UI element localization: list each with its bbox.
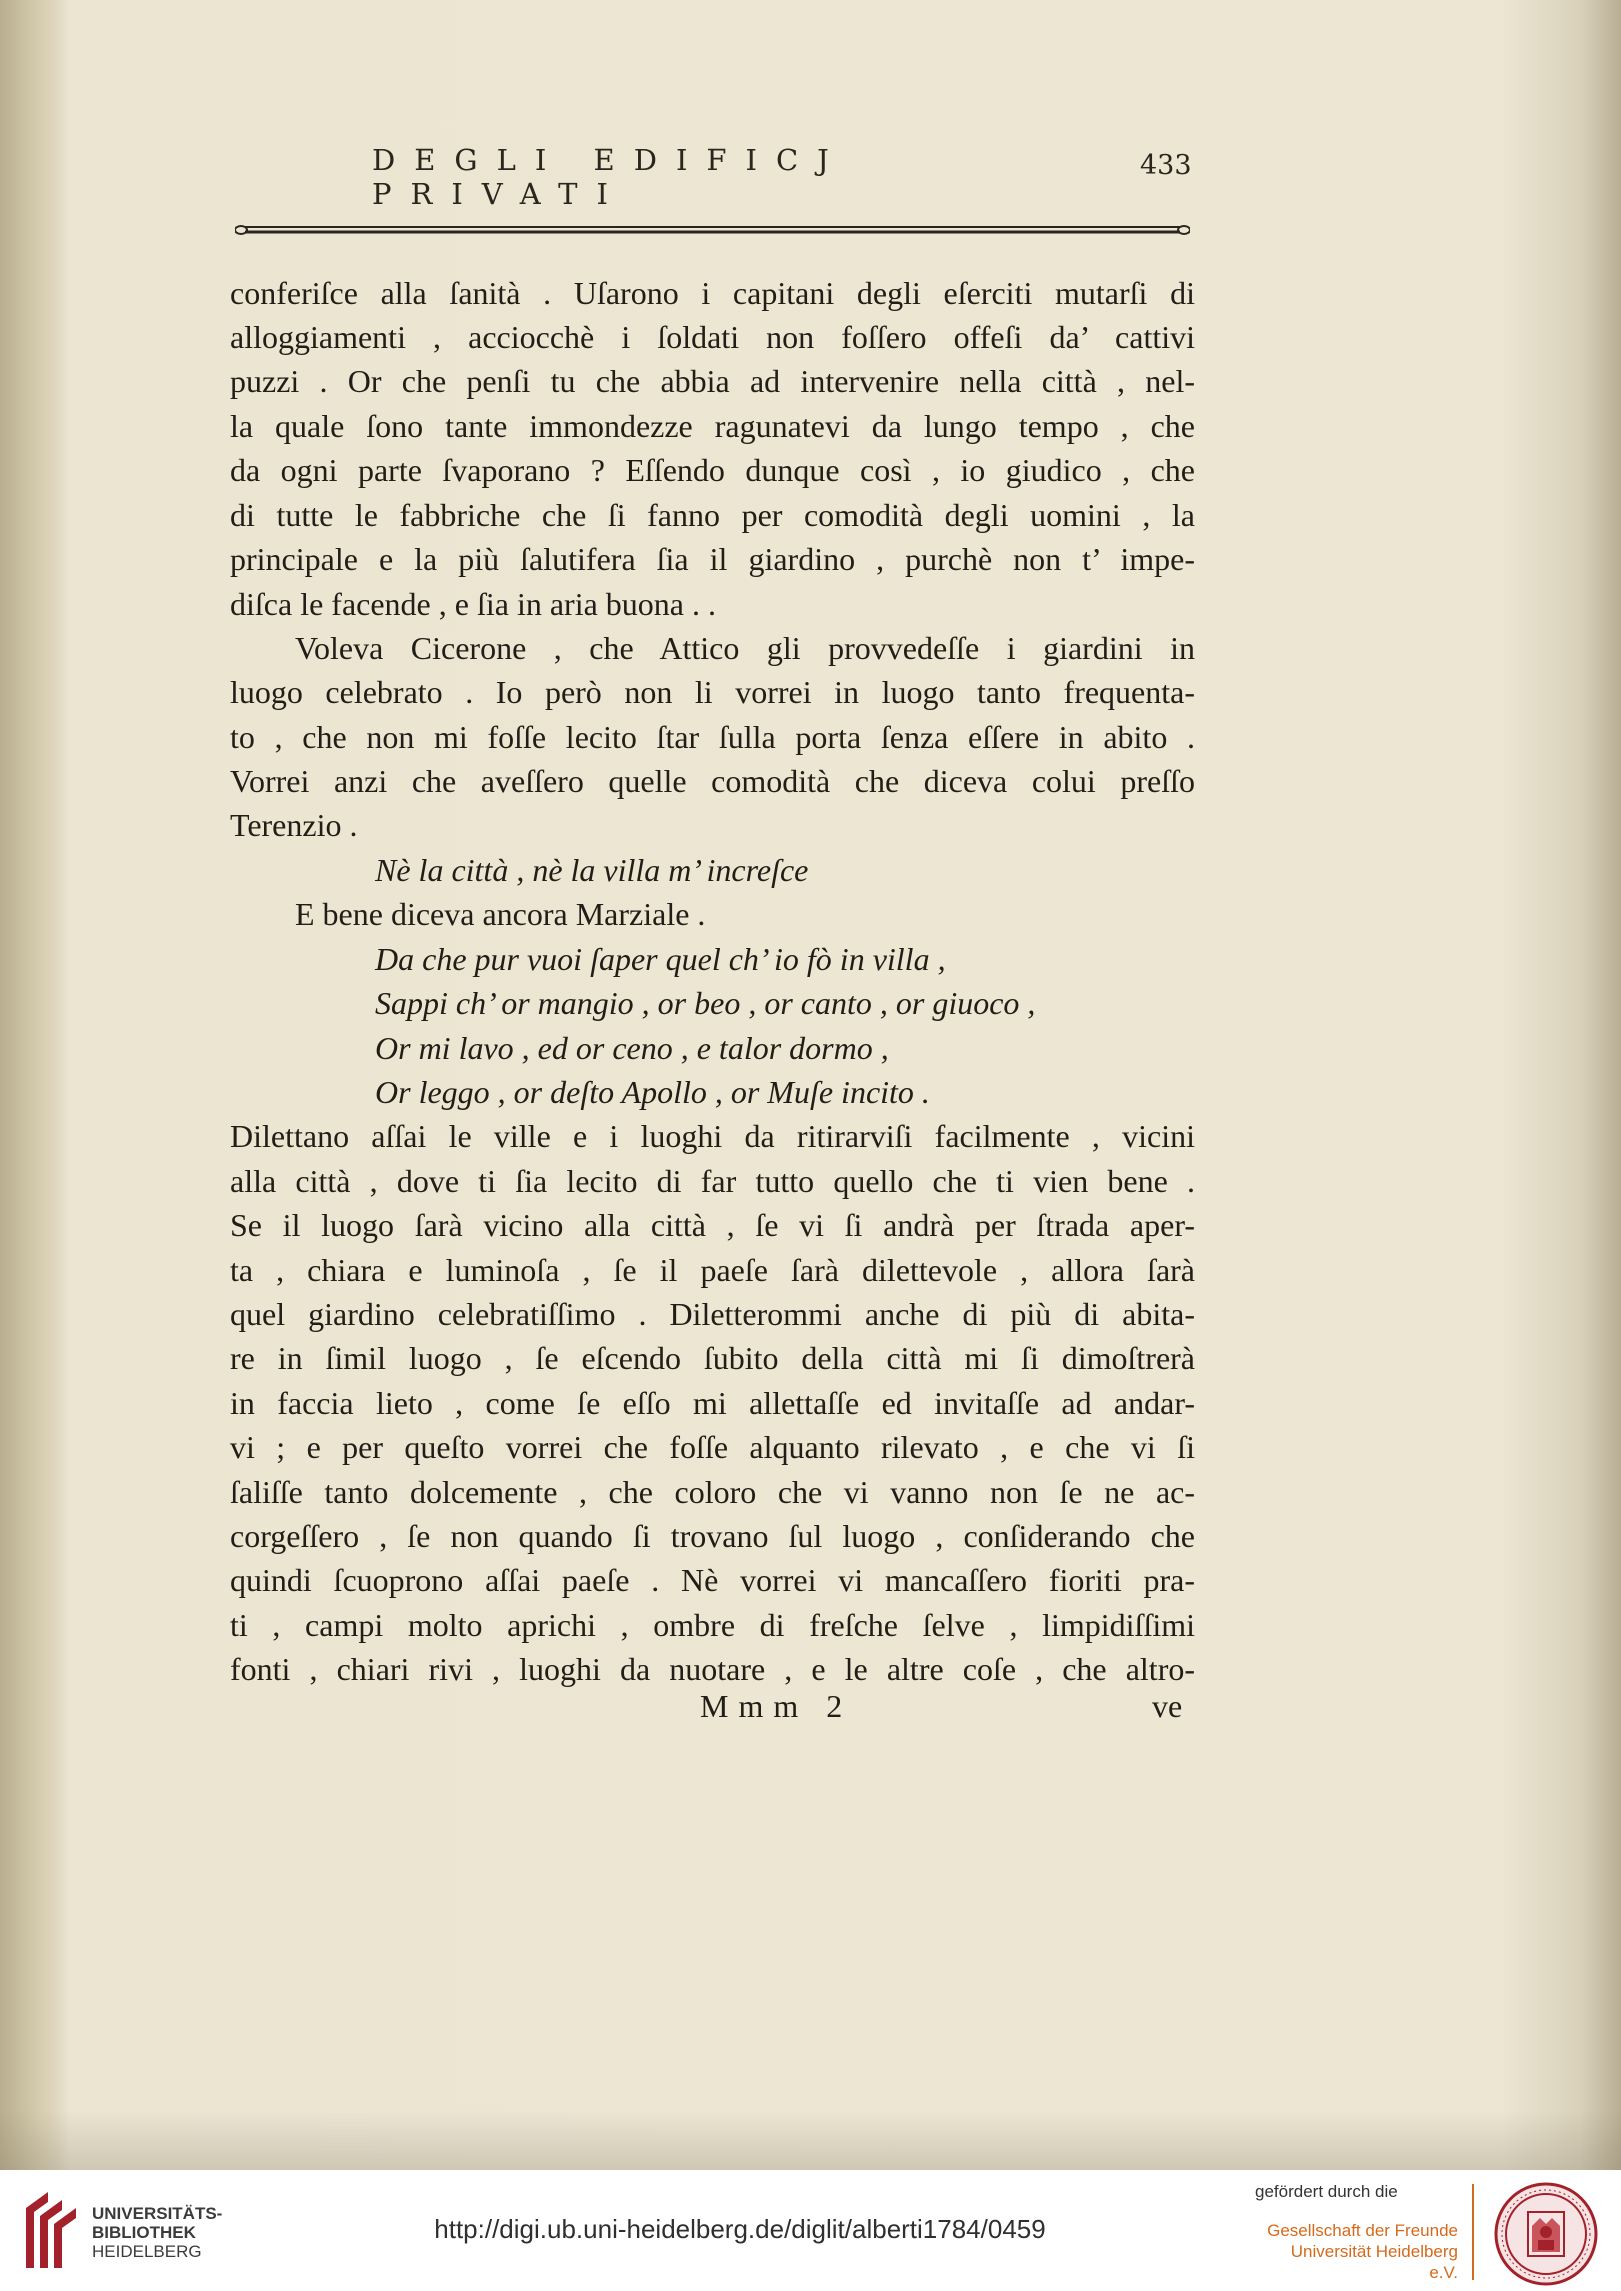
- text-line: alloggiamenti , acciocchè i ſoldati non foſſero offeſi da’ cattivi: [230, 319, 1195, 355]
- text-line: re in ſimil luogo , ſe eſcendo ſubito della città mi ſi dimoſtrerà: [230, 1340, 1195, 1376]
- text-line: puzzi . Or che penſi tu che abbia ad intervenire nella città , nel-: [230, 363, 1195, 399]
- text-line: ti , campi molto aprichi , ombre di freſche ſelve , limpidiſſimi: [230, 1607, 1195, 1643]
- text-line: E bene diceva ancora Marziale .: [295, 896, 706, 932]
- sponsor-name-line2: Universität Heidelberg e.V.: [1290, 2242, 1458, 2282]
- library-name-line3: HEIDELBERG: [92, 2242, 202, 2261]
- permalink-url[interactable]: http://digi.ub.uni-heidelberg.de/diglit/alberti1784/0459: [434, 2214, 1046, 2244]
- page-edge-shadow: [0, 2110, 1621, 2170]
- library-name-line2: BIBLIOTHEK: [92, 2223, 196, 2242]
- library-name-line1: UNIVERSITÄTS-: [92, 2204, 223, 2223]
- sponsor-label: gefördert durch die: [1255, 2182, 1398, 2201]
- text-line: to , che non mi foſſe lecito ſtar ſulla porta ſenza eſſere in abito .: [230, 719, 1195, 755]
- university-library-logo-icon[interactable]: [18, 2188, 80, 2274]
- text-line: ta , chiara e luminoſa , ſe il paeſe ſarà dilettevole , allora ſarà: [230, 1252, 1195, 1288]
- university-seal-icon[interactable]: [1494, 2182, 1598, 2286]
- verse-line: Nè la città , nè la villa m’ increſce: [375, 852, 809, 888]
- text-line: Voleva Cicerone , che Attico gli provvedeſſe i giardini in: [295, 630, 1195, 666]
- footer-divider: [1472, 2184, 1474, 2280]
- text-line: Vorrei anzi che aveſſero quelle comodità che diceva colui preſſo: [230, 763, 1195, 799]
- library-name: [92, 2204, 222, 2261]
- verse-line: Sappi ch’ or mangio , or beo , or canto , or giuoco ,: [375, 985, 1036, 1021]
- verse-line: Da che pur vuoi ſaper quel ch’ io fò in villa ,: [375, 941, 946, 977]
- text-line: quel giardino celebratiſſimo . Diletterommi anche di più di abita-: [230, 1296, 1195, 1332]
- text-line: ſaliſſe tanto dolcemente , che coloro che vi vanno non ſe ne ac-: [230, 1474, 1195, 1510]
- text-line: Terenzio .: [230, 807, 358, 843]
- text-line: conferiſce alla ſanità . Uſarono i capitani degli eſerciti mutarſi di: [230, 275, 1195, 311]
- catchword: ve: [1152, 1688, 1183, 1724]
- text-line: luogo celebrato . Io però non li vorrei in luogo tanto frequenta-: [230, 674, 1195, 710]
- text-line: di tutte le fabbriche che ſi fanno per comodità degli uomini , la: [230, 497, 1195, 533]
- digitization-footer: [0, 2170, 1621, 2291]
- running-head: DEGLI EDIFICJ PRIVATI: [372, 143, 848, 211]
- header-rule-ornament: [235, 224, 1190, 236]
- text-line: fonti , chiari rivi , luoghi da nuotare , e le altre coſe , che altro-: [230, 1651, 1195, 1687]
- verse-line: Or mi lavo , ed or ceno , e talor dormo ,: [375, 1030, 889, 1066]
- text-line: la quale ſono tante immondezze ragunatevi da lungo tempo , che: [230, 408, 1195, 444]
- sponsor-name-line1: Gesellschaft der Freunde: [1267, 2221, 1458, 2240]
- text-line: da ogni parte ſvaporano ? Eſſendo dunque così , io giudico , che: [230, 452, 1195, 488]
- text-line: principale e la più ſalutifera ſia il giardino , purchè non t’ impe-: [230, 541, 1195, 577]
- text-line: diſca le facende , e ſia in aria buona . .: [230, 586, 716, 622]
- text-line: quindi ſcuoprono aſſai paeſe . Nè vorrei vi mancaſſero fioriti pra-: [230, 1562, 1195, 1598]
- sponsor-name[interactable]: [1258, 2220, 1458, 2283]
- page-number: 433: [1140, 150, 1192, 181]
- text-line: Se il luogo ſarà vicino alla città , ſe vi ſi andrà per ſtrada aper-: [230, 1207, 1195, 1243]
- text-line: corgeſſero , ſe non quando ſi trovano ſul luogo , conſiderando che: [230, 1518, 1195, 1554]
- signature-mark: Mmm 2: [700, 1688, 853, 1724]
- text-line: alla città , dove ti ſia lecito di far tutto quello che ti vien bene .: [230, 1163, 1195, 1199]
- text-line: Dilettano aſſai le ville e i luoghi da ritirarviſi facilmente , vicini: [230, 1118, 1195, 1154]
- text-line: vi ; e per queſto vorrei che foſſe alquanto rilevato , e che vi ſi: [230, 1429, 1195, 1465]
- verse-line: Or leggo , or deſto Apollo , or Muſe incito .: [375, 1074, 930, 1110]
- binding-gutter: [0, 0, 70, 2170]
- text-line: in faccia lieto , come ſe eſſo mi allettaſſe ed invitaſſe ad andar-: [230, 1385, 1195, 1421]
